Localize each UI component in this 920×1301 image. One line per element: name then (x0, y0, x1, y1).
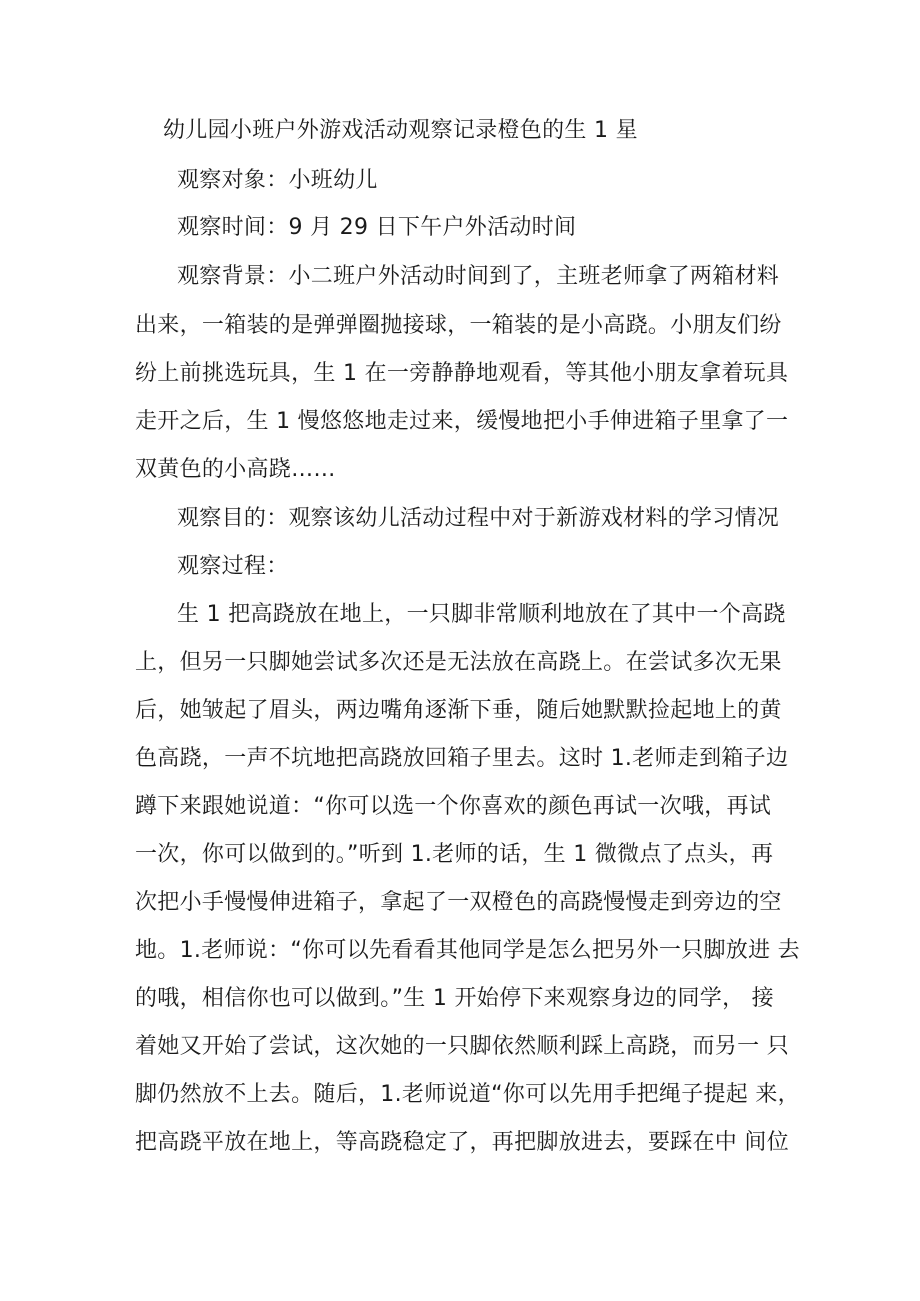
process-line: 色高跷，一声不坑地把高跷放回箱子里去。这时 1.老师走到箱子边 (135, 746, 789, 771)
background-line: 纷上前挑选玩具，生 1 在一旁静静地观看，等其他小朋友拿着玩具 (135, 361, 789, 386)
background-line: 观察背景：小二班户外活动时间到了，主班老师拿了两箱材料 (177, 264, 780, 289)
process-heading: 观察过程： (177, 554, 289, 579)
process-line: 着她又开始了尝试，这次她的一只脚依然顺利踩上高跷，而另一 只 (135, 1034, 789, 1059)
process-line: 脚仍然放不上去。随后，1.老师说道“你可以先用手把绳子提起 来， (135, 1082, 800, 1107)
process-line: 上，但另一只脚她尝试多次还是无法放在高跷上。在尝试多次无果 (135, 650, 782, 675)
process-line: 生 1 把高跷放在地上，一只脚非常顺利地放在了其中一个高跷 (177, 602, 786, 627)
process-line: 次把小手慢慢伸进箱子，拿起了一双橙色的高跷慢慢走到旁边的空 (135, 890, 782, 915)
background-line: 双黄色的小高跷…… (135, 457, 336, 482)
process-line: 把高跷平放在地上，等高跷稳定了，再把脚放进去，要踩在中 间位 (135, 1130, 789, 1155)
document-title: 幼儿园小班户外游戏活动观察记录橙色的生 1 星 (163, 118, 638, 143)
process-line: 地。1.老师说：“你可以先看看其他同学是怎么把另外一只脚放进 去 (135, 938, 800, 963)
process-line: 的哦，相信你也可以做到。”生 1 开始停下来观察身边的同学， 接 (135, 986, 774, 1011)
process-line: 一次，你可以做到的。”听到 1.老师的话，生 1 微微点了点头，再 (135, 842, 774, 867)
process-line: 后，她皱起了眉头，两边嘴角逐渐下垂，随后她默默捡起地上的黄 (135, 698, 782, 723)
background-line: 走开之后，生 1 慢悠悠地走过来，缓慢地把小手伸进箱子里拿了一 (135, 409, 789, 434)
observation-purpose: 观察目的：观察该幼儿活动过程中对于新游戏材料的学习情况 (177, 506, 780, 531)
process-line: 蹲下来跟她说道：“你可以选一个你喜欢的颜色再试一次哦，再试 (135, 794, 772, 819)
observation-time: 观察时间：9 月 29 日下午户外活动时间 (177, 215, 577, 240)
observation-subject: 观察对象：小班幼儿 (177, 168, 378, 193)
background-line: 出来，一箱装的是弹弹圈抛接球，一箱装的是小高跷。小朋友们纷 (135, 313, 782, 338)
